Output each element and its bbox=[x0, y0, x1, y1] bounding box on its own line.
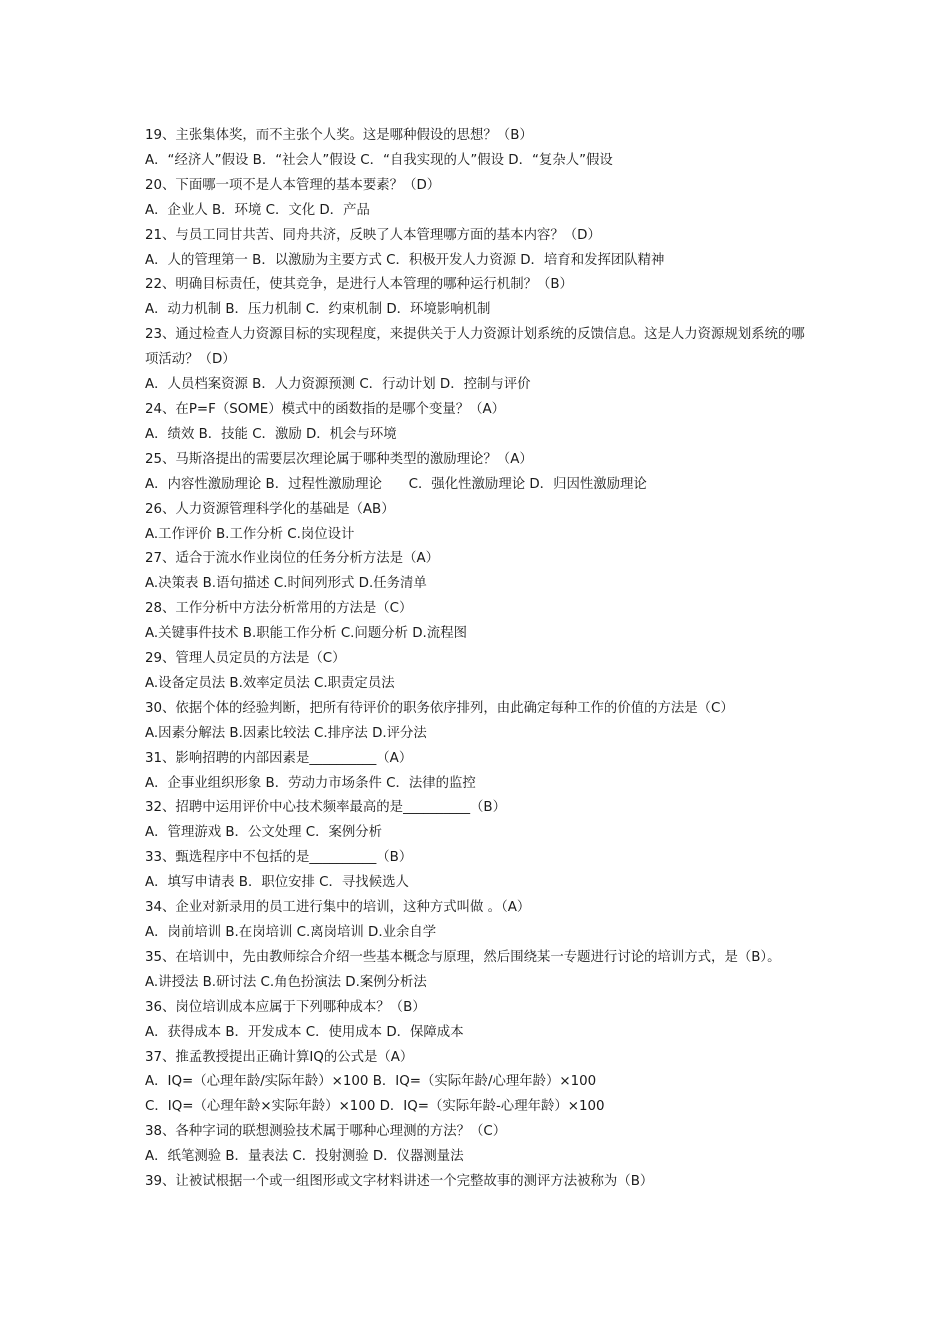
options-28: A.关键事件技术 B.职能工作分析 C.问题分析 D.流程图 bbox=[145, 626, 467, 642]
question-28: 28、工作分析中方法分析常用的方法是（C） bbox=[145, 601, 413, 617]
options-34: A．岗前培训 B.在岗培训 C.离岗培训 D.业余自学 bbox=[145, 925, 437, 940]
question-22: 22、明确目标责任，使其竞争，是进行人本管理的哪种运行机制？（B） bbox=[145, 277, 573, 293]
question-26: 26、人力资源管理科学化的基础是（AB） bbox=[145, 501, 395, 517]
options-37-cd: C．IQ=（心理年龄×实际年龄）×100 D．IQ=（实际年龄-心理年龄）×100 bbox=[145, 1099, 605, 1115]
question-20: 20、下面哪一项不是人本管理的基本要素？（D） bbox=[145, 177, 441, 193]
question-39: 39、让被试根据一个或一组图形或文字材料讲述一个完整故事的测评方法被称为（B） bbox=[145, 1174, 654, 1190]
options-26: A.工作评价 B.工作分析 C.岗位设计 bbox=[145, 526, 355, 542]
options-38: A．纸笔测验 B．量表法 C．投射测验 D．仪器测量法 bbox=[145, 1149, 464, 1165]
options-27: A.决策表 B.语句描述 C.时间列形式 D.任务清单 bbox=[145, 576, 427, 592]
options-24: A．绩效 B．技能 C．激励 D．机会与环境 bbox=[145, 426, 397, 442]
question-23: 23、通过检查人力资源目标的实现程度，来提供关于人力资源计划系统的反馈信息。这是人力资源规划系统的哪项活动？（D） bbox=[145, 327, 805, 368]
question-19: 19、主张集体奖，而不主张个人奖。这是哪种假设的思想？（B） bbox=[145, 128, 533, 143]
options-20: A．企业人 B．环境 C．文化 D．产品 bbox=[145, 202, 370, 218]
document-body bbox=[145, 124, 815, 1195]
question-21: 21、与员工同甘共苦、同舟共济，反映了人本管理哪方面的基本内容？（D） bbox=[145, 227, 601, 243]
options-29: A.设备定员法 B.效率定员法 C.职责定员法 bbox=[145, 675, 395, 691]
question-37: 37、推孟教授提出正确计算IQ的公式是（A） bbox=[145, 1049, 414, 1065]
options-30: A.因素分解法 B.因素比较法 C.排序法 D.评分法 bbox=[145, 725, 427, 741]
question-30: 30、依据个体的经验判断，把所有待评价的职务依序排列，由此确定每种工作的价值的方法是（C） bbox=[145, 700, 734, 716]
question-31: 31、影响招聘的内部因素是__________（A） bbox=[145, 750, 413, 766]
options-31: A．企事业组织形象 B．劳动力市场条件 C．法律的监控 bbox=[145, 775, 476, 791]
options-23: A．人员档案资源 B．人力资源预测 C．行动计划 D．控制与评价 bbox=[145, 377, 531, 393]
question-38: 38、各种字词的联想测验技术属于哪种心理测的方法？（C） bbox=[145, 1124, 507, 1140]
options-32: A．管理游戏 B．公文处理 C．案例分析 bbox=[145, 825, 383, 841]
options-33: A．填写申请表 B．职位安排 C．寻找候选人 bbox=[145, 875, 409, 891]
question-32: 32、招聘中运用评价中心技术频率最高的是__________（B） bbox=[145, 800, 506, 816]
question-33: 33、甄选程序中不包括的是__________（B） bbox=[145, 850, 413, 866]
options-25: A．内容性激励理论 B．过程性激励理论 C．强化性激励理论 D．归因性激励理论 bbox=[145, 476, 647, 492]
question-34: 34、企业对新录用的员工进行集中的培训，这种方式叫做 。（A） bbox=[145, 900, 531, 916]
options-21: A．人的管理第一 B．以激励为主要方式 C．积极开发人力资源 D．培育和发挥团队精神 bbox=[145, 252, 665, 268]
options-22: A．动力机制 B．压力机制 C．约束机制 D．环境影响机制 bbox=[145, 302, 491, 318]
question-25: 25、马斯洛提出的需要层次理论属于哪种类型的激励理论？（A） bbox=[145, 451, 533, 467]
question-29: 29、管理人员定员的方法是（C） bbox=[145, 651, 346, 667]
question-36: 36、岗位培训成本应属于下列哪种成本？（B） bbox=[145, 999, 426, 1015]
question-27: 27、适合于流水作业岗位的任务分析方法是（A） bbox=[145, 551, 440, 567]
options-35: A.讲授法 B.研讨法 C.角色扮演法 D.案例分析法 bbox=[145, 974, 427, 990]
question-24: 24、在P=F（SOME）模式中的函数指的是哪个变量？（A） bbox=[145, 401, 506, 417]
options-36: A．获得成本 B．开发成本 C．使用成本 D．保障成本 bbox=[145, 1024, 464, 1040]
options-19: A．“经济人”假设 B．“社会人”假设 C．“自我实现的人”假设 D．“复杂人”假设 bbox=[145, 152, 613, 168]
options-37-ab: A．IQ=（心理年龄/实际年龄）×100 B．IQ=（实际年龄/心理年龄）×100 bbox=[145, 1074, 597, 1090]
question-35: 35、在培训中，先由教师综合介绍一些基本概念与原理，然后围绕某一专题进行讨论的培训方式，是（B）。 bbox=[145, 949, 781, 965]
